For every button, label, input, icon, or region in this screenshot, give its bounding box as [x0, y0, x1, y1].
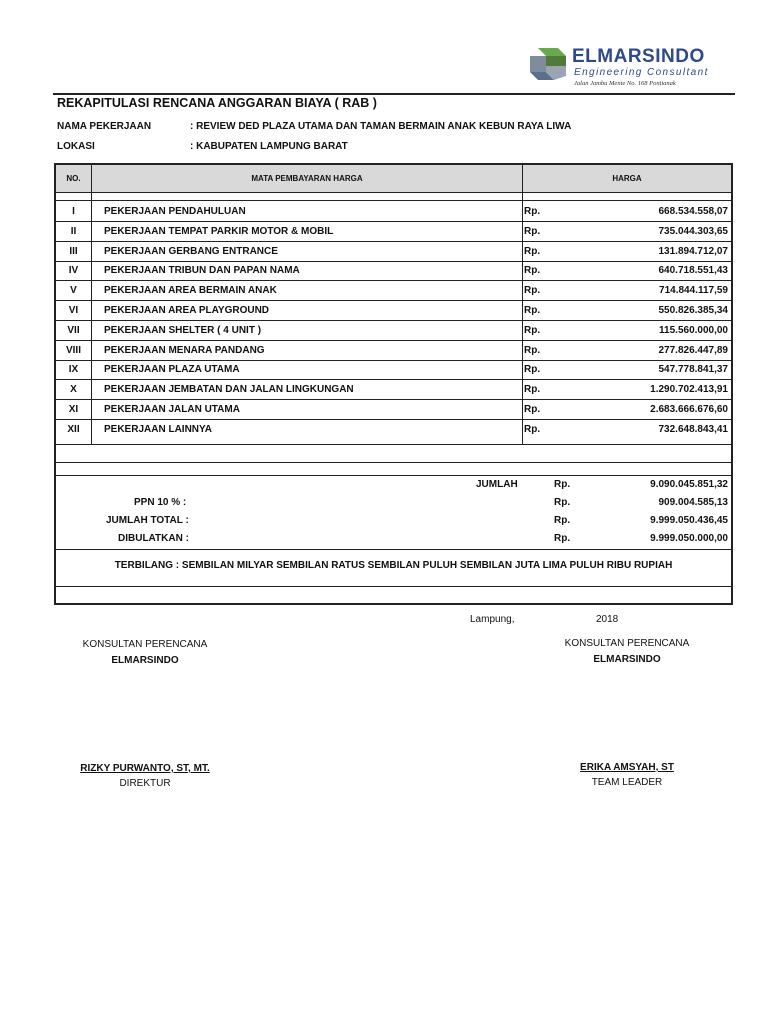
row-divider	[56, 586, 731, 587]
rounded-currency: Rp.	[554, 533, 571, 544]
row-currency: Rp.	[524, 245, 541, 257]
row-item: PEKERJAAN JALAN UTAMA	[104, 404, 240, 415]
left-role: KONSULTAN PERENCANA	[82, 639, 208, 650]
row-number: XI	[68, 404, 79, 415]
table-row	[56, 400, 731, 419]
row-currency: Rp.	[524, 344, 541, 356]
header-price: HARGA	[612, 174, 642, 183]
project-value: : REVIEW DED PLAZA UTAMA DAN TAMAN BERMAIN ANAK KEBUN RAYA LIWA	[190, 121, 572, 132]
table-row	[56, 380, 731, 399]
total-label: JUMLAH TOTAL :	[106, 515, 189, 526]
row-value: 550.826.385,34	[658, 305, 728, 316]
row-number: IV	[68, 265, 79, 277]
table-row	[56, 341, 731, 360]
col-divider	[91, 165, 92, 192]
row-value: 668.534.558,07	[658, 206, 728, 217]
row-item: PEKERJAAN AREA PLAYGROUND	[104, 305, 270, 316]
document-title: REKAPITULASI RENCANA ANGGARAN BIAYA ( RAB )	[57, 96, 377, 110]
row-number: XII	[67, 423, 80, 435]
ppn-label: PPN 10 % :	[134, 497, 187, 508]
right-role: KONSULTAN PERENCANA	[564, 638, 690, 649]
row-divider	[56, 200, 731, 201]
rounded-label: DIBULATKAN :	[118, 533, 189, 544]
row-currency: Rp.	[524, 305, 541, 316]
row-item: PEKERJAAN GERBANG ENTRANCE	[104, 245, 278, 257]
left-signatory-title: DIREKTUR	[119, 778, 171, 789]
terbilang-text: TERBILANG : SEMBILAN MILYAR SEMBILAN RATUS SEMBILAN PULUH SEMBILAN JUTA LIMA PULUH RIBU RUPIAH	[114, 560, 673, 571]
row-divider	[56, 549, 731, 550]
row-number: VI	[68, 305, 79, 316]
col-divider	[522, 165, 523, 192]
company-tagline: Engineering Consultant	[574, 67, 709, 78]
right-signatory-name: ERIKA AMSYAH, ST	[580, 762, 674, 773]
rounded-value: 9.999.050.000,00	[650, 533, 728, 544]
stacked-cubes-logo-icon	[528, 46, 568, 84]
header-divider	[53, 93, 735, 95]
row-value: 115.560.000,00	[659, 324, 728, 336]
row-item: PEKERJAAN TEMPAT PARKIR MOTOR & MOBIL	[104, 225, 334, 237]
row-item: PEKERJAAN JEMBATAN DAN JALAN LINGKUNGAN	[104, 384, 354, 396]
company-logo	[528, 42, 728, 92]
row-item: PEKERJAAN MENARA PANDANG	[104, 344, 265, 356]
table-row	[56, 242, 731, 261]
right-signatory-title: TEAM LEADER	[591, 777, 663, 788]
table-row	[56, 360, 731, 379]
row-number: II	[70, 225, 77, 237]
rab-table	[54, 163, 733, 605]
row-value: 2.683.666.676,60	[650, 404, 728, 415]
table-row	[56, 301, 731, 320]
row-number: IX	[68, 364, 79, 376]
row-value: 735.044.303,65	[658, 225, 728, 237]
sign-year: 2018	[596, 614, 619, 625]
row-item: PEKERJAAN AREA BERMAIN ANAK	[104, 285, 277, 297]
sign-place: Lampung,	[470, 614, 515, 625]
row-item: PEKERJAAN LAINNYA	[104, 423, 212, 435]
location-label: LOKASI	[57, 141, 95, 152]
location-value: : KABUPATEN LAMPUNG BARAT	[190, 141, 348, 152]
header-item: MATA PEMBAYARAN HARGA	[251, 174, 363, 183]
row-divider	[56, 444, 731, 445]
row-currency: Rp.	[524, 225, 541, 237]
total-value: 9.999.050.436,45	[650, 515, 728, 526]
table-row	[56, 261, 731, 280]
table-row	[56, 321, 731, 340]
project-label: NAMA PEKERJAAN	[57, 121, 152, 132]
row-item: PEKERJAAN PENDAHULUAN	[104, 206, 246, 217]
table-row	[56, 222, 731, 241]
row-item: PEKERJAAN PLAZA UTAMA	[104, 364, 240, 376]
row-divider	[56, 462, 731, 463]
row-currency: Rp.	[524, 324, 541, 336]
ppn-value: 909.004.585,13	[658, 497, 728, 508]
left-org: ELMARSINDO	[111, 655, 179, 666]
table-row	[56, 202, 731, 221]
row-value: 732.648.843,41	[658, 423, 728, 435]
jumlah-value: 9.090.045.851,32	[650, 479, 728, 490]
table-header	[56, 165, 731, 193]
row-value: 714.844.117,59	[659, 285, 728, 297]
left-signatory-name: RIZKY PURWANTO, ST, MT.	[80, 763, 210, 774]
table-row	[56, 420, 731, 439]
total-currency: Rp.	[554, 515, 571, 526]
header-no: NO.	[66, 174, 81, 183]
ppn-currency: Rp.	[554, 497, 571, 508]
company-name: ELMARSINDO	[572, 46, 705, 67]
jumlah-currency: Rp.	[554, 479, 571, 490]
row-currency: Rp.	[524, 364, 541, 376]
row-value: 640.718.551,43	[658, 265, 728, 277]
row-currency: Rp.	[524, 423, 541, 435]
row-value: 547.778.841,37	[658, 364, 728, 376]
table-row	[56, 281, 731, 300]
row-number: III	[69, 245, 78, 257]
company-address: Jalan Jambu Mente No. 168 Pontianak	[574, 80, 676, 87]
row-currency: Rp.	[524, 206, 541, 217]
row-currency: Rp.	[524, 285, 541, 297]
row-currency: Rp.	[524, 384, 541, 396]
row-value: 1.290.702.413,91	[650, 384, 728, 396]
row-number: VII	[67, 324, 80, 336]
row-item: PEKERJAAN SHELTER ( 4 UNIT )	[104, 324, 262, 336]
row-value: 277.826.447,89	[658, 344, 728, 356]
row-number: I	[72, 206, 75, 217]
row-currency: Rp.	[524, 404, 541, 415]
row-number: V	[70, 285, 77, 297]
row-item: PEKERJAAN TRIBUN DAN PAPAN NAMA	[104, 265, 300, 277]
row-number: X	[70, 384, 77, 396]
row-number: VIII	[65, 344, 81, 356]
right-org: ELMARSINDO	[593, 654, 661, 665]
jumlah-label: JUMLAH	[476, 479, 518, 490]
row-value: 131.894.712,07	[658, 245, 728, 257]
row-currency: Rp.	[524, 265, 541, 277]
